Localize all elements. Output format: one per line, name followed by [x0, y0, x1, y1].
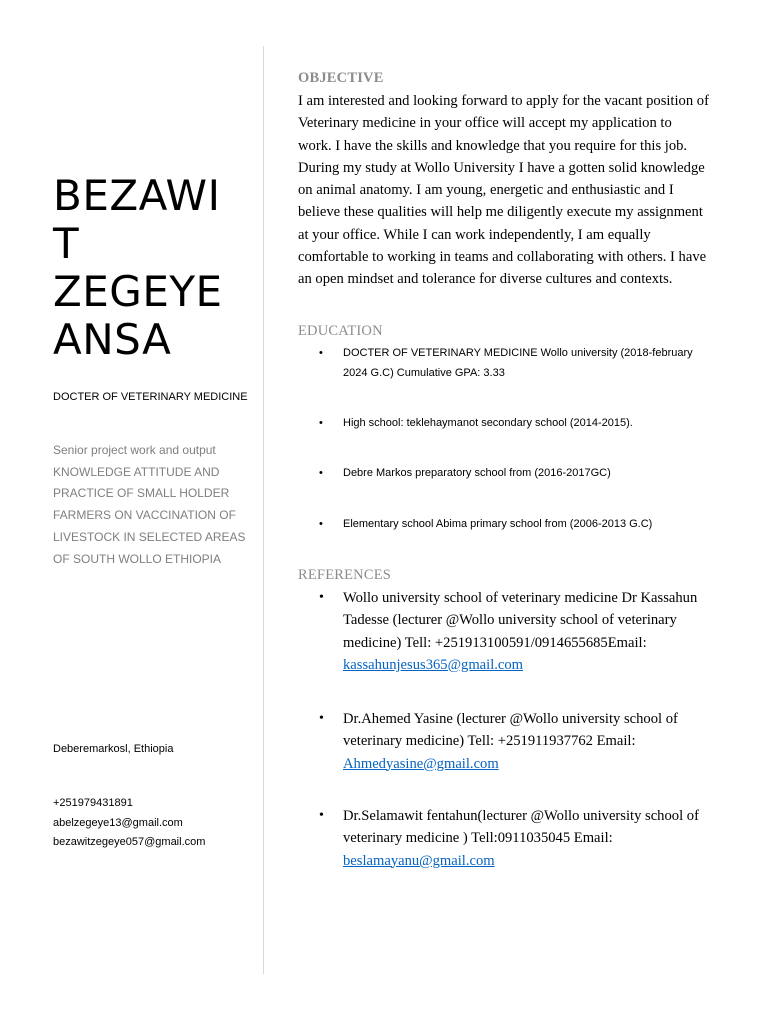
- column-divider: [263, 46, 264, 974]
- senior-project: Senior project work and output KNOWLEDGE ATTITUDE AND PRACTICE OF SMALL HOLDER FARMERS ON VACCINATION OF LIVESTOCK IN SELECTED AREAS OF SOUTH WOLLO ETHIOPIA: [53, 443, 246, 566]
- candidate-name: BEZAWI T ZEGEYE ANSA: [53, 171, 223, 364]
- email-secondary: bezawitzegeye057@gmail.com: [53, 836, 206, 848]
- objective-heading: OBJECTIVE: [298, 70, 384, 86]
- bullet-icon: •: [319, 347, 323, 359]
- reference-email-link[interactable]: kassahunjesus365@gmail.com: [343, 656, 524, 673]
- contact-info: [53, 794, 205, 853]
- education-heading: EDUCATION: [298, 323, 383, 339]
- bullet-icon: •: [319, 467, 323, 479]
- reference-email-link[interactable]: beslamayanu@gmail.com: [343, 852, 495, 869]
- reference-item: • Dr.Selamawit fentahun(lecturer @Wollo university school of veterinary medicine ) Tell:0911035045 Email: beslamayanu@gmail.com: [343, 805, 733, 872]
- bullet-icon: •: [319, 711, 324, 726]
- email-primary: abelzegeye13@gmail.com: [53, 816, 183, 829]
- list-item: • High school: teklehaymanot secondary school (2014-2015).: [343, 413, 723, 433]
- bullet-icon: •: [319, 518, 323, 530]
- reference-email-link[interactable]: Ahmedyasine@gmail.com: [343, 755, 499, 772]
- location: Deberemarkosl, Ethiopia: [53, 743, 174, 755]
- objective-text: I am interested and looking forward to apply for the vacant position of Veterinary medicine in your office will accept my application to work. I have the skills and knowledge that you require for this job. During my study at Wollo University I have a gotten solid knowledge on animal anatomy. I am young, energetic and enthusiastic and I believe these qualities will help me diligently execute my assignment at your office. While I can work independently, I am equally comfortable to working in teams and collaborating with others. I have an open mindset and tolerance for diverse cultures and contexts.: [298, 93, 709, 288]
- bullet-icon: •: [319, 417, 323, 429]
- bullet-icon: •: [319, 808, 324, 823]
- list-item: • DOCTER OF VETERINARY MEDICINE Wollo university (2018-february 2024 G.C) Cumulative GPA: 3.33: [343, 343, 723, 383]
- references-heading: REFERENCES: [298, 567, 392, 583]
- list-item: • Elementary school Abima primary school from (2006-2013 G.C): [343, 514, 723, 534]
- reference-item: • Wollo university school of veterinary medicine Dr Kassahun Tadesse (lecturer @Wollo university school of veterinary medicine) Tell: +251913100591/0914655685Email: kassahunjesus365@gmail.com: [343, 587, 733, 676]
- reference-item: • Dr.Ahemed Yasine (lecturer @Wollo university school of veterinary medicine) Tell: +251911937762 Email: Ahmedyasine@gmail.com: [343, 708, 733, 775]
- phone: +251979431891: [53, 797, 133, 809]
- list-item: • Debre Markos preparatory school from (2016-2017GC): [343, 463, 723, 483]
- degree-title: DOCTER OF VETERINARY MEDICINE: [53, 391, 248, 403]
- bullet-icon: •: [319, 590, 324, 605]
